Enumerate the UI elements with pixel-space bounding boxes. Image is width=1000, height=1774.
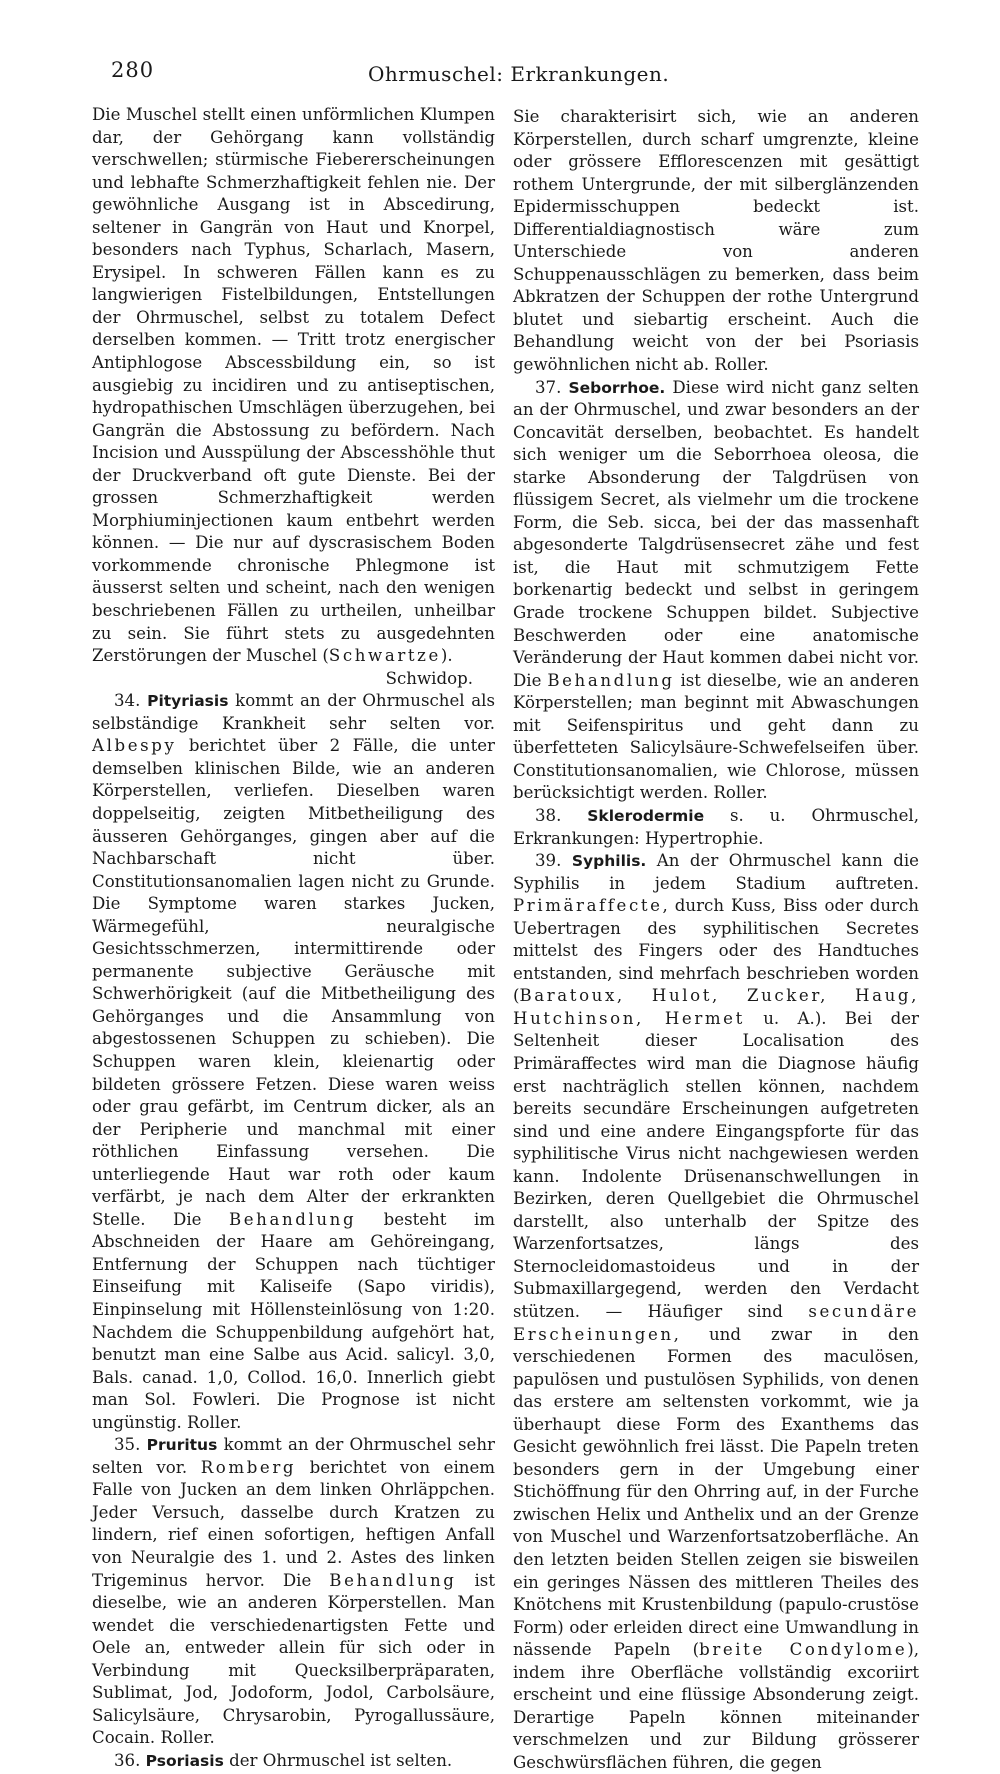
paragraph-intro xyxy=(92,104,495,668)
text: Sie charakterisirt sich, wie an anderen Körperstellen, durch scharf umgrenzte, kleine oder grössere Efflorescenzen mit gesättigt rothem Untergrunde, der mit silberglänzenden Epidermisschuppen bedeckt ist. Differentialdiagnostisch wäre zum Unterschiede von anderen Schuppenausschlägen zu bemerken, dass beim Abkratzen der Schuppen der rothe Untergrund blutet und siebartig erscheint. Auch die Behandlung weicht von der bei Psoriasis gewöhnlichen nicht ab. xyxy=(513,107,919,375)
section-heading: Sklerodermie xyxy=(587,806,705,825)
section-number: 38. xyxy=(535,805,562,825)
section-39 xyxy=(513,850,919,1774)
text: besteht im Abschneiden der Haare am Gehöreingang, Entfernung der Schuppen nach tüchtiger Einseifung mit Kaliseife (Sapo viridis), Einpinselung mit Höllensteinlösung von 1:20. Nachdem die Schuppenbildung aufgehört hat, benutzt man eine Salbe aus Acid. salicyl. 3,0, Bals. canad. 1,0, Collod. 16,0. Innerlich giebt man Sol. Fowleri. Die Prognose ist nicht ungünstig. xyxy=(92,1209,495,1432)
left-column xyxy=(92,104,495,1772)
section-heading: Pityriasis xyxy=(147,692,229,711)
text: berichtet über 2 Fälle, die unter demselben klinischen Bilde, wie an anderen Körperstellen, verliefen. Dieselben waren doppelseitig, zeigten Mitbetheiligung des äusseren Gehörganges, gingen aber auf die Nachbarschaft nicht über. Constitutionsanomalien lagen nicht zu Grunde. Die Symptome waren starkes Jucken, Wärmegefühl, neuralgische Gesichtsschmerzen, intermittirende oder permanente subjective Geräusche mit Schwerhörigkeit (auf die Mitbetheiligung des Gehörganges und die Ansammlung von abgestossenen Schuppen zu schieben). Die Schuppen waren klein, kleienartig oder bildeten grössere Fetzen. Diese waren weiss oder grau gefärbt, im Centrum dicker, als an der Peripherie und manchmal mit einer röthlichen Einfassung versehen. Die unterliegende Haut war roth oder kaum verfärbt, je nach dem Alter der erkrankten Stelle. Die xyxy=(92,736,495,1229)
text: kommt an der Ohrmuschel sehr selten vor. xyxy=(92,1435,495,1477)
author-name: Romberg xyxy=(200,1457,297,1477)
text: , durch Kuss, Biss oder durch Uebertragen des syphilitischen Secretes mittelst des Fingers oder des Handtuches entstanden, sind mehrfach beschrieben worden ( xyxy=(513,896,919,1006)
section-number: 34. xyxy=(114,691,141,711)
running-head: Ohrmuschel: Erkrankungen. xyxy=(368,62,670,86)
spaced-term: breite Condylome xyxy=(699,1640,908,1660)
section-heading: Seborrhoe. xyxy=(568,378,666,397)
author-signature: Roller. xyxy=(160,1728,215,1748)
section-number: 37. xyxy=(535,377,562,397)
section-number: 36. xyxy=(114,1750,141,1770)
text: kommt an der Ohrmuschel als selbständige Krankheit sehr selten vor. xyxy=(92,691,495,733)
spaced-term: secundäre Erscheinungen xyxy=(513,1301,919,1344)
spaced-term: Behandlung xyxy=(329,1570,457,1590)
spaced-term: Behandlung xyxy=(547,670,675,690)
section-heading: Pruritus xyxy=(146,1436,218,1455)
spaced-term: Behandlung xyxy=(228,1209,357,1229)
section-37 xyxy=(513,377,919,805)
author-names: Baratoux, Hulot, Zucker, Haug, Hutchinson, Hermet xyxy=(513,986,919,1028)
author-signature: Roller. xyxy=(187,1412,242,1432)
text: u. A.). Bei der Seltenheit dieser Localisation des Primäraffectes wird man die Diagnose häufig erst nachträglich stellen können, nachdem bereits secundäre Erscheinungen aufgetreten sind und eine andere Eingangspforte für das syphilitische Virus nicht nachgewiesen werden kann. Indolente Drüsenanschwellungen in Bezirken, deren Quellgebiet die Ohrmuschel darstellt, also unterhalb der Spitze des Warzenfortsatzes, längs des Sternocleidomastoideus und in der Submaxillargegend, werden den Verdacht stützen. — Häufiger sind xyxy=(513,1008,919,1321)
section-36 xyxy=(92,1750,495,1773)
text: ist dieselbe, wie an anderen Körperstellen. Man wendet die verschiedenartigsten Fette und Oele an, entweder allein für sich oder in Verbindung mit Quecksilberpräparaten, Sublimat, Jod, Jodoform, Jodol, Carbolsäure, Salicylsäure, Chrysarobin, Pyrogallussäure, Cocain. xyxy=(92,1570,495,1748)
text: der Ohrmuschel ist selten. xyxy=(229,1750,453,1770)
author-signature: Roller. xyxy=(714,355,769,375)
section-number: 39. xyxy=(535,851,562,871)
author-name: Schwartze xyxy=(328,646,441,666)
text: Diese wird nicht ganz selten an der Ohrmuschel, und zwar besonders an der Concavität derselben, beobachtet. Es handelt sich weniger um die Seborrhoea oleosa, die starke Absonderung der Talgdrüsen von flüssigem Secret, als vielmehr um die trockene Form, die Seb. sicca, bei der das massenhaft abgesonderte Talgdrüsensecret zähe und fest ist, die Haut mit schmutzigem Fette borkenartig bedeckt und selbst in geringem Grade trockene Schuppen bildet. Subjective Beschwerden oder eine anatomische Veränderung der Haut kommen dabei nicht vor. Die xyxy=(513,377,919,690)
text: , und zwar in den verschiedenen Formen des maculösen, papulösen und pustulösen Syphilids, von denen das erstere am seltensten vorkommt, wie ja überhaupt diese Form des Exanthems das Gesicht gewöhnlich frei lässt. Die Papeln treten besonders gern in der Umgebung einer Stichöffnung für den Ohrring auf, in der Furche zwischen Helix und Anthelix und an der Grenze von Muschel und Warzenfortsatzoberfläche. An den letzten beiden Stellen zeigen sie bisweilen ein geringes Nässen des mittleren Theiles des Knötchens mit Krustenbildung (papulo-crustöse Form) oder erleiden direct eine Umwandlung in nässende Papeln ( xyxy=(513,1324,919,1660)
section-number: 35. xyxy=(114,1435,141,1455)
section-38 xyxy=(513,805,919,850)
text: berichtet von einem Falle von Jucken an dem linken Ohrläppchen. Jeder Versuch, dasselbe durch Kratzen zu lindern, rief einen sofortigen, heftigen Anfall von Neuralgie des 1. und 2. Astes des linken Trigeminus hervor. Die xyxy=(92,1457,496,1590)
text: s. u. Ohrmuschel, Erkrankungen: Hypertrophie. xyxy=(513,805,919,848)
author-signature: Roller. xyxy=(713,783,768,803)
paragraph-psoriasis-cont xyxy=(513,106,919,377)
right-column xyxy=(513,106,919,1774)
text: Die Muschel stellt einen unförmlichen Klumpen dar, der Gehörgang kann vollständig verschwellen; stürmische Fiebererscheinungen und lebhafte Schmerzhaftigkeit fehlen nie. Der gewöhnliche Ausgang ist in Abscedirung, seltener in Gangrän von Haut und Knorpel, besonders nach Typhus, Scharlach, Masern, Erysipel. In schweren Fällen kann es zu langwierigen Fistelbildungen, Entstellungen der Ohrmuschel, selbst zu totalem Defect derselben kommen. — Tritt trotz energischer Antiphlogose Abscessbildung ein, so ist ausgiebig zu incidiren und zu antiseptischen, hydropathischen Umschlägen überzugehen, bei Gangrän die Abstossung zu befördern. Nach Incision und Ausspülung der Abscesshöhle thut der Druckverband oft gute Dienste. Bei der grossen Schmerzhaftigkeit werden Morphiuminjectionen kaum entbehrt werden können. — Die nur auf dyscrasischem Boden vorkommende chronische Phlegmone ist äusserst selten und scheint, nach den wenigen beschriebenen Fällen zu urtheilen, unheilbar zu sein. Sie führt stets zu ausgedehnten Zerstörungen der Muschel ( xyxy=(92,105,495,666)
section-35 xyxy=(92,1434,495,1750)
section-heading: Syphilis. xyxy=(571,852,647,871)
signature-line xyxy=(92,668,495,691)
text: An der Ohrmuschel kann die Syphilis in jedem Stadium auftreten. xyxy=(513,851,919,893)
spaced-term: Primäraffecte xyxy=(513,896,663,916)
section-34 xyxy=(92,690,495,1434)
text: ). xyxy=(440,646,453,666)
section-heading: Psoriasis xyxy=(145,1751,224,1770)
text: ), indem ihre Oberfläche vollständig excoriirt erscheint und eine flüssige Absonderung zeigt. Derartige Papeln können miteinander verschmelzen und zur Bildung grösserer Geschwürsflächen führen, die gegen xyxy=(513,1640,919,1772)
text: ist dieselbe, wie an anderen Körperstellen; man beginnt mit Abwaschungen mit Seifenspiritus und geht dann zu überfetteten Salicylsäure-Schwefelseifen über. Constitutionsanomalien, wie Chlorose, müssen berücksichtigt werden. xyxy=(513,670,920,803)
author-name: Albespy xyxy=(92,736,177,756)
author-signature: Schwidop. xyxy=(385,668,473,688)
page-number: 280 xyxy=(111,58,155,82)
